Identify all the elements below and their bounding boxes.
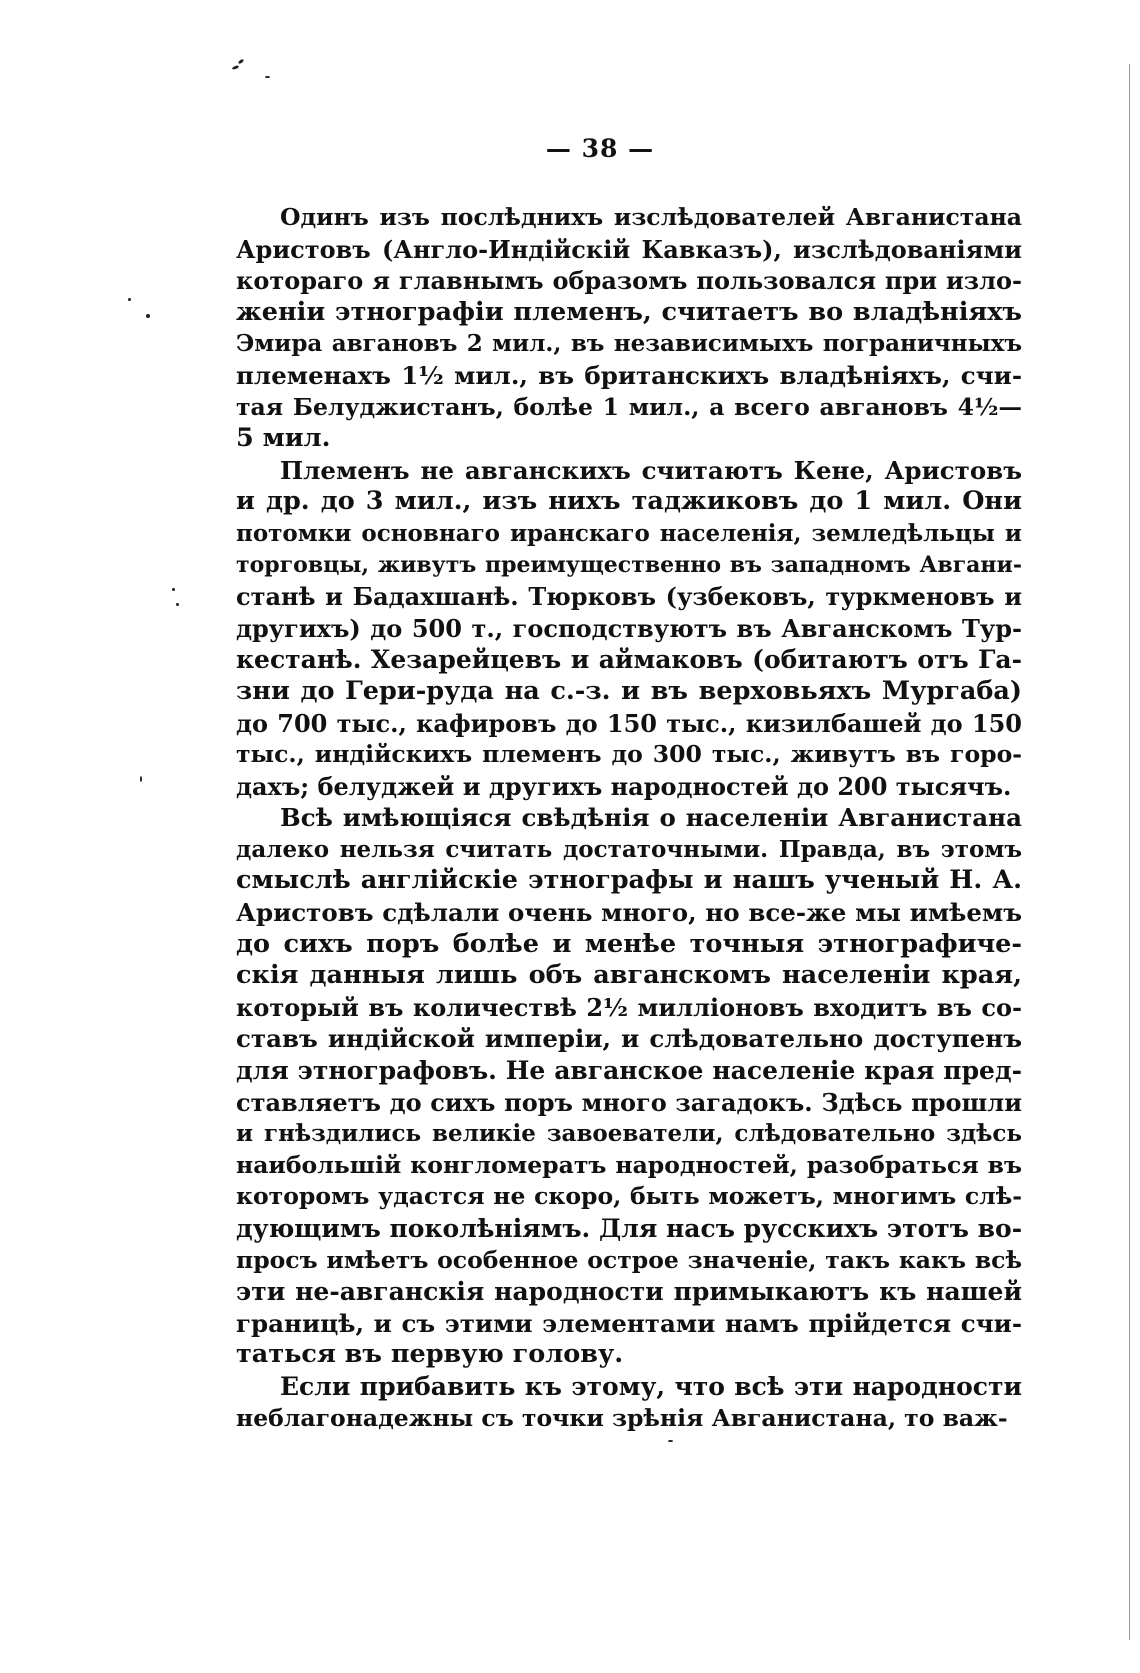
text-line: просъ имѣетъ особенное острое значеніе, такъ какъ всѣ [236,1245,1022,1274]
print-speck [265,76,270,78]
print-speck [146,314,150,318]
paragraph [236,1371,1022,1434]
text-line: далеко нельзя считать достаточными. Правда, въ этомъ [236,835,1022,863]
text-line: Аристовъ (Англо-Индійскій Кавказъ), изслѣдованіями [236,234,1022,264]
text-line: неблагонадежны съ точки зрѣнія Авганистана, то важ- [236,1403,1008,1432]
text-line: смыслѣ англійскіе этнографы и нашъ ученый Н. А. [236,865,1022,896]
print-speck [172,588,175,591]
text-line: потомки основнаго иранскаго населенія, земледѣльцы и [236,519,1022,547]
text-line: племенахъ 1½ мил., въ британскихъ владѣніяхъ, счи- [236,360,1022,390]
text-line: границѣ, и съ этими элементами намъ прійдется счи- [236,1308,1022,1338]
text-line: торговцы, живутъ преимущественно въ западномъ Авгани- [236,551,1022,578]
text-line: таться въ первую голову. [236,1339,624,1370]
text-line: до сихъ поръ болѣе и менѣе точныя этнографиче- [236,928,1022,959]
page-edge-line [1129,64,1130,1640]
text-line: ставъ индійской имперіи, и слѣдовательно доступенъ [236,1024,1022,1054]
text-line: тая Белуджистанъ, болѣе 1 мил., а всего авгановъ 4½— [236,392,1022,421]
text-line: Племенъ не авганскихъ считаютъ Кене, Аристовъ [280,455,1022,485]
text-line: дахъ; белуджей и другихъ народностей до 200 тысячъ. [236,771,1012,801]
text-line: наибольшій конгломератъ народностей, разобраться въ [236,1150,1022,1179]
text-line: женіи этнографіи племенъ, считаетъ во владѣніяхъ [236,296,1022,327]
text-line: Если прибавить къ этому, что всѣ эти народности [280,1371,1022,1401]
text-line: котораго я главнымъ образомъ пользовался при изло- [236,266,1022,296]
paragraph [236,202,1022,455]
text-line: ставляетъ до сихъ поръ много загадокъ. Здѣсь прошли [236,1087,1022,1117]
text-line: для этнографовъ. Не авганское населеніе края пред- [236,1056,1022,1086]
text-line: и др. до 3 мил., изъ нихъ таджиковъ до 1 мил. Они [236,486,1022,517]
text-line: и гнѣздились великіе завоеватели, слѣдовательно здѣсь [236,1120,1022,1148]
print-speck [176,603,179,606]
text-line: Одинъ изъ послѣднихъ изслѣдователей Авганистана [280,203,1022,231]
text-line: станѣ и Бадахшанѣ. Тюрковъ (узбековъ, туркменовъ и [236,582,1022,612]
page-number: — 38 — [545,134,655,163]
text-line: другихъ) до 500 т., господствуютъ въ Авганскомъ Тур- [236,613,1022,643]
text-line: Аристовъ сдѣлали очень много, но все-же мы имѣемъ [236,898,1022,928]
text-line: дующимъ поколѣніямъ. Для насъ русскихъ этотъ во- [236,1214,1023,1243]
text-line: Всѣ имѣющіяся свѣдѣнія о населеніи Авганистана [280,803,1022,833]
print-speck [140,776,142,782]
print-speck [668,1440,673,1442]
text-line: кестанѣ. Хезарейцевъ и аймаковъ (обитаютъ отъ Га- [236,645,1022,675]
text-line: зни до Гери-руда на с.-з. и въ верховьяхъ Мургаба) [236,675,1022,706]
text-line: 5 мил. [236,423,331,454]
text-line: эти не-авганскія народности примыкаютъ къ нашей [236,1277,1022,1307]
text-line: который въ количествѣ 2½ милліоновъ входитъ въ со- [236,992,1022,1022]
print-speck [238,59,245,65]
text-line: которомъ удастся не скоро, быть можетъ, многимъ слѣ- [236,1182,1022,1211]
text-line: Эмира авгановъ 2 мил., въ независимыхъ пограничныхъ [236,330,1022,358]
text-line: до 700 тыс., кафировъ до 150 тыс., кизилбашей до 150 [236,708,1022,738]
paragraph [236,455,1022,803]
text-line: тыс., индійскихъ племенъ до 300 тыс., живутъ въ горо- [236,740,1022,769]
body-text [236,202,1022,1434]
text-line: скія данныя лишь объ авганскомъ населеніи края, [236,960,1022,991]
print-speck [232,65,240,70]
print-speck [128,298,131,301]
paragraph [236,802,1022,1371]
